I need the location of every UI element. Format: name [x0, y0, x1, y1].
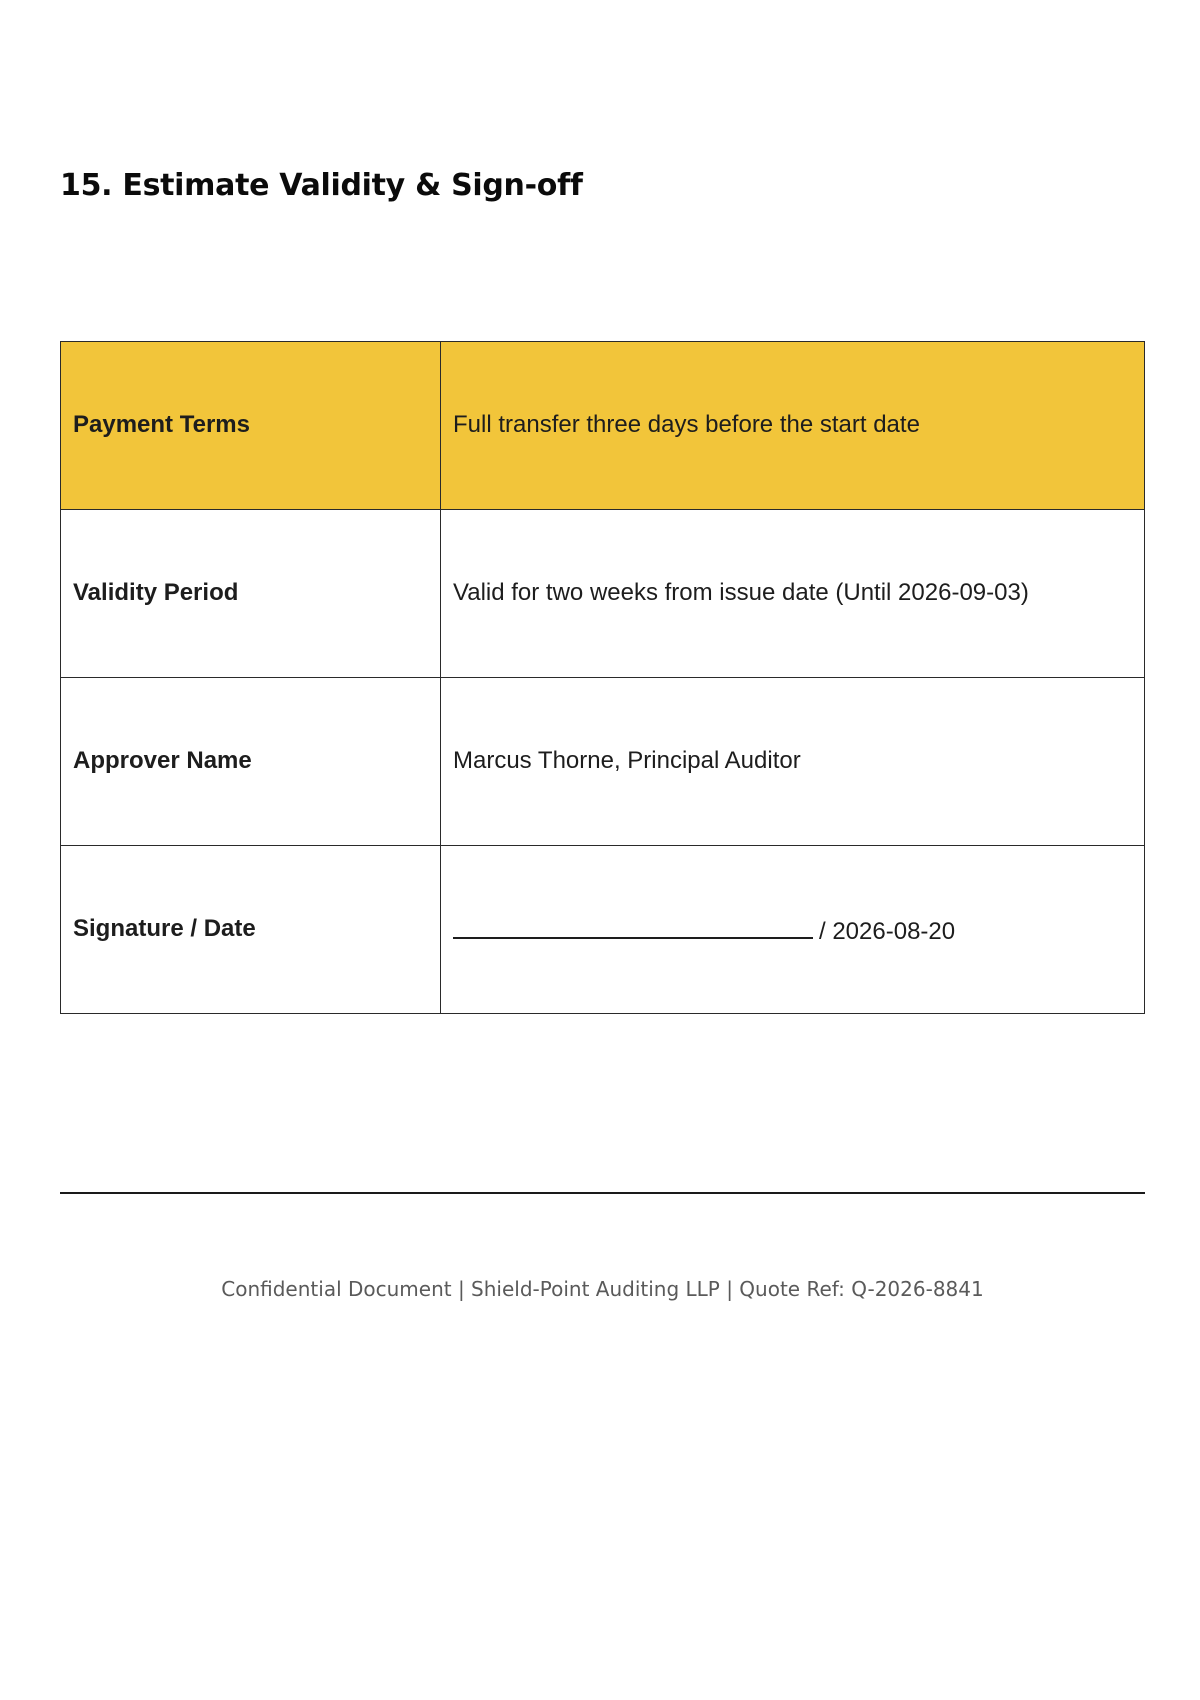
signoff-table [60, 341, 1145, 1014]
signature-date: / 2026-08-20 [819, 917, 956, 945]
table-row-signature-date [61, 846, 1145, 1014]
row-value: Full transfer three days before the start date [441, 342, 1145, 510]
row-label: Approver Name [61, 678, 441, 846]
row-value: Marcus Thorne, Principal Auditor [441, 678, 1145, 846]
footer-divider [60, 1192, 1145, 1194]
row-value: Valid for two weeks from issue date (Until 2026-09-03) [441, 510, 1145, 678]
row-label: Validity Period [61, 510, 441, 678]
signature-line[interactable] [453, 913, 813, 939]
footer-text: Confidential Document | Shield-Point Auditing LLP | Quote Ref: Q-2026-8841 [221, 1277, 984, 1301]
section-title: 15. Estimate Validity & Sign-off [60, 168, 583, 203]
row-label: Payment Terms [61, 342, 441, 510]
table-row-validity-period [61, 510, 1145, 678]
signature-date-cell [441, 846, 1145, 1014]
table-row-approver-name [61, 678, 1145, 846]
row-label: Signature / Date [61, 846, 441, 1014]
table-row-payment-terms [61, 342, 1145, 510]
